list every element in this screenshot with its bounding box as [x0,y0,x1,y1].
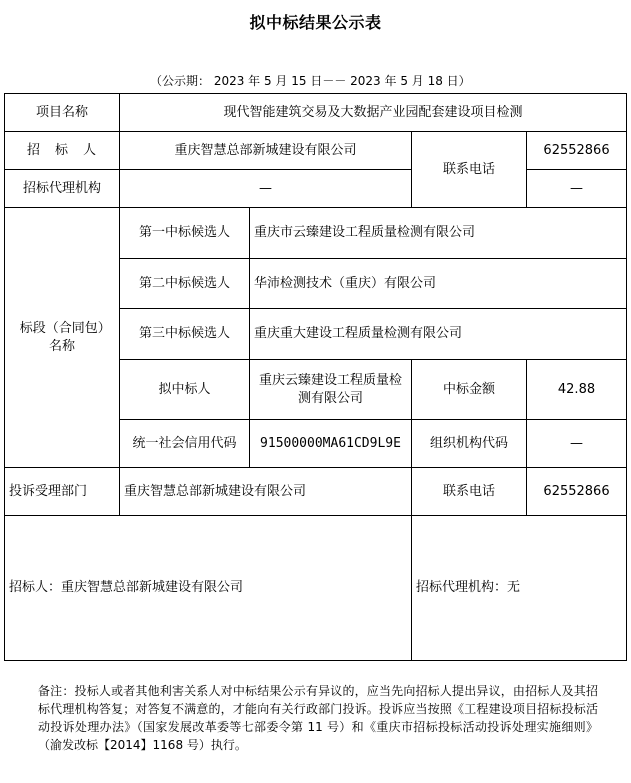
second-candidate-label: 第二中标候选人 [120,259,250,309]
bid-amount-label: 中标金额 [412,360,527,420]
remark-note: 备注：投标人或者其他利害关系人对中标结果公示有异议的，应当先向招标人提出异议，由招标人及其招标代理机构答复；对答复不满意的，才能向有关行政部门投诉。投诉应当按照《工程建设项目招标投标活动投诉处理办法》（国家发展改革委等七部委令第 11 号）和《重庆市招标投标活动投诉处理实施细则》（渝发改标【2014】1168 号）执行。 [38,684,598,752]
tenderer-label: 招 标 人 [5,132,120,170]
complaint-phone-label: 联系电话 [412,468,527,516]
sign-agency-value: 无 [507,580,521,595]
row-project-name [5,94,627,132]
sign-tenderer-cell [5,516,250,661]
contact-phone-label: 联系电话 [412,132,527,208]
tenderer-value: 重庆智慧总部新城建设有限公司 [120,132,412,170]
first-candidate-value: 重庆市云臻建设工程质量检测有限公司 [250,208,627,259]
project-name-value: 现代智能建筑交易及大数据产业园配套建设项目检测 [120,94,627,132]
row-tenderer [5,132,627,170]
proposed-winner-label: 拟中标人 [120,360,250,420]
row-agency [5,170,627,208]
agency-phone-value: — [527,170,627,208]
agency-label: 招标代理机构 [5,170,120,208]
sign-spacer [250,516,412,661]
credit-code-value: 91500000MA61CD9L9E [250,420,412,468]
bid-amount-value: 42.88 [527,360,627,420]
complaint-dept-value: 重庆智慧总部新城建设有限公司 [120,468,412,516]
row-first-candidate [5,208,627,259]
org-code-label: 组织机构代码 [412,420,527,468]
publicity-period: （公示期： 2023 年 5 月 15 日－－ 2023 年 5 月 18 日） [150,74,471,88]
project-name-label: 项目名称 [5,94,120,132]
third-candidate-label: 第三中标候选人 [120,309,250,360]
third-candidate-value: 重庆重大建设工程质量检测有限公司 [250,309,627,360]
contact-phone-value: 62552866 [527,132,627,170]
second-candidate-value: 华沛检测技术（重庆）有限公司 [250,259,627,309]
result-table [4,93,627,661]
proposed-winner-value: 重庆云臻建设工程质量检测有限公司 [250,360,412,420]
complaint-phone-value: 62552866 [527,468,627,516]
section-name-label: 标段（合同包）名称 [5,208,120,468]
complaint-dept-label: 投诉受理部门 [5,468,120,516]
page-title: 拟中标结果公示表 [249,13,382,32]
credit-code-label: 统一社会信用代码 [120,420,250,468]
row-complaint [5,468,627,516]
row-signatures [5,516,627,661]
sign-agency-label: 招标代理机构： [416,580,508,595]
agency-value: — [120,170,412,208]
first-candidate-label: 第一中标候选人 [120,208,250,259]
sign-tenderer-label: 招标人： [9,580,62,595]
org-code-value: — [527,420,627,468]
sign-tenderer-value: 重庆智慧总部新城建设有限公司 [61,580,244,595]
sign-agency-cell [412,516,627,661]
